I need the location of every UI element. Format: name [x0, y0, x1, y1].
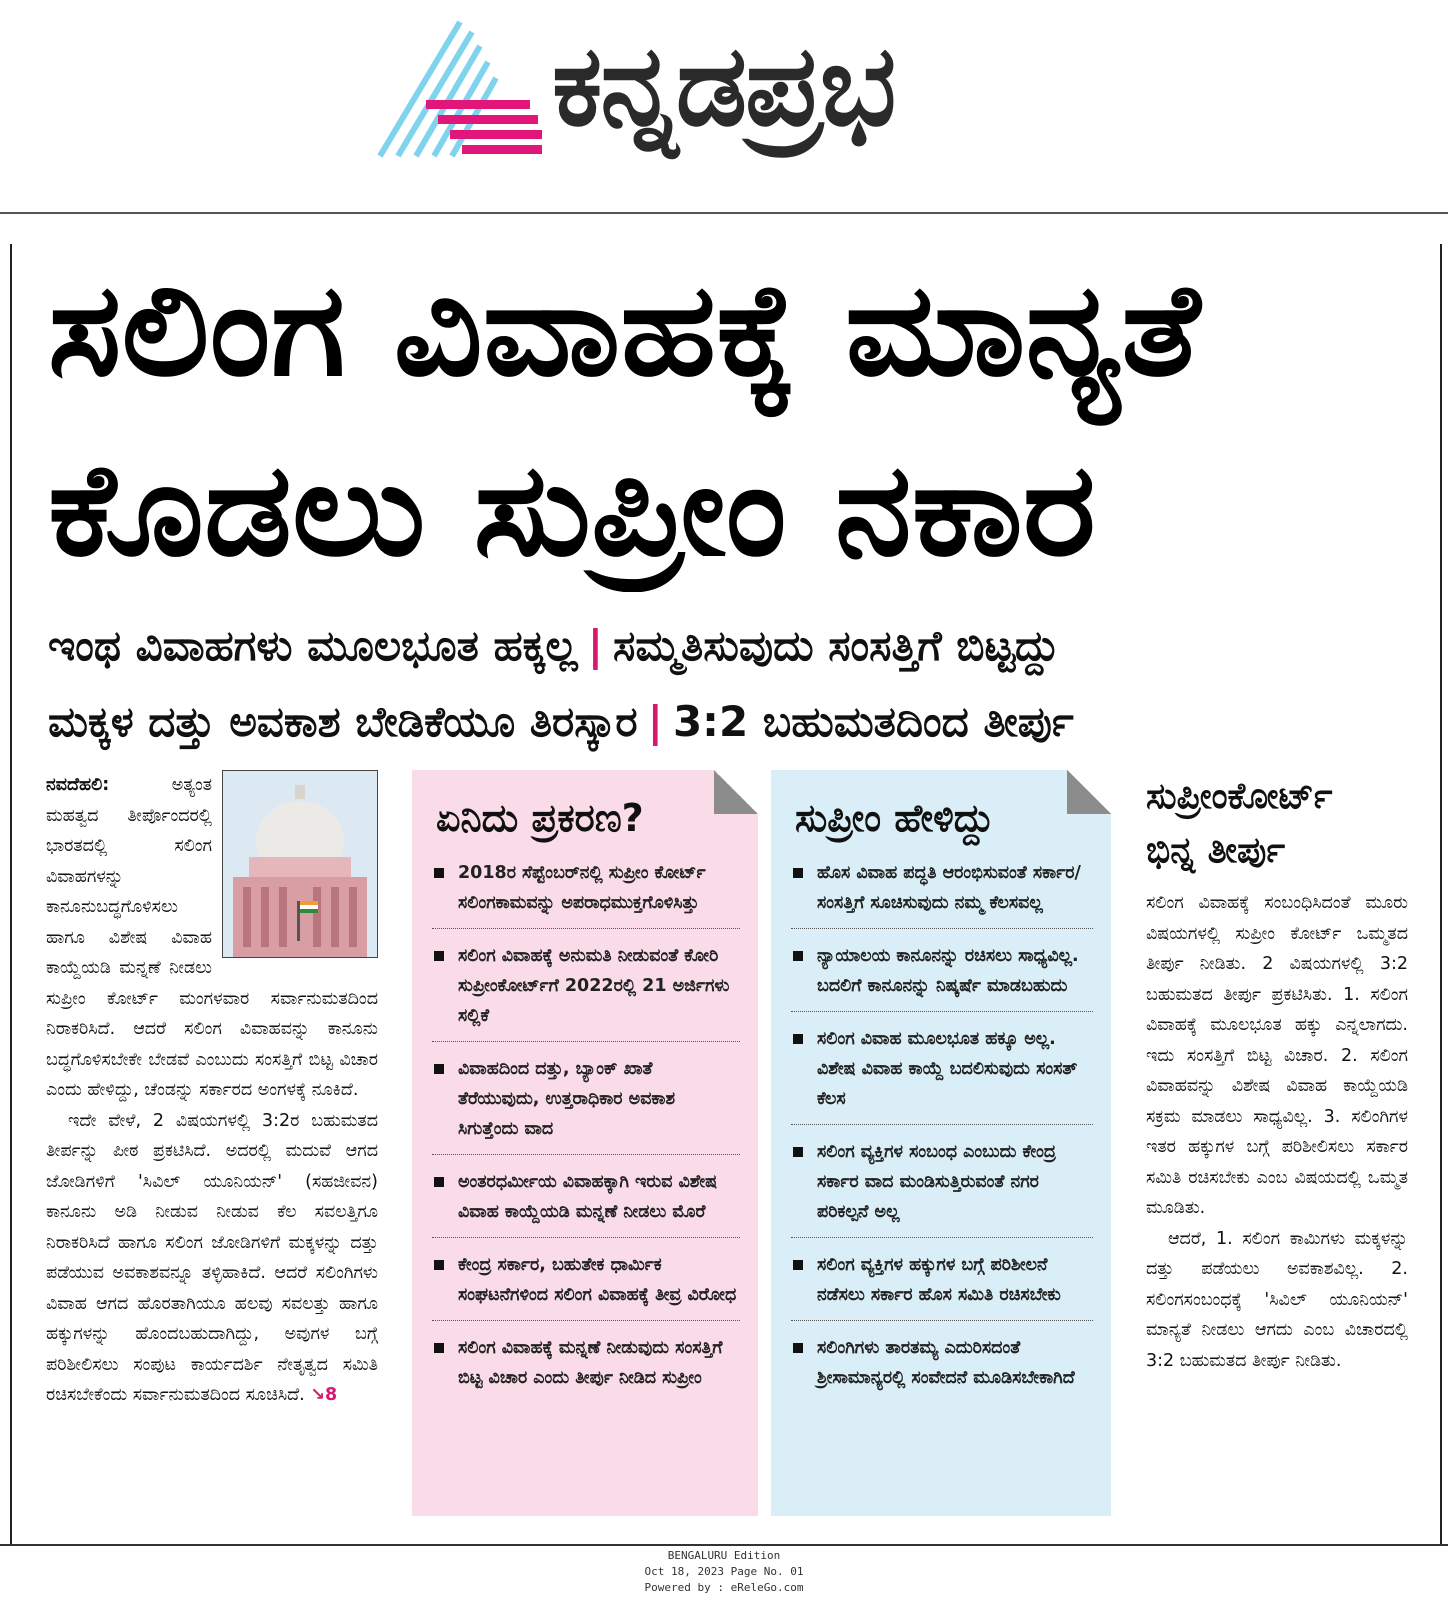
side-story-title	[1146, 770, 1408, 878]
subhead-2-right: 3:2 ಬಹುಮತದಿಂದ ತೀರ್ಪು	[672, 697, 1074, 746]
bullet-icon	[434, 951, 444, 961]
supreme-point-text: ಸಲಿಂಗಿಗಳು ತಾರತಮ್ಯ ಎದುರಿಸದಂತೆ ಶ್ರೀಸಾಮಾನ್ಯರಲ್ಲಿ ಸಂವೇದನೆ ಮೂಡಿಸಬೇಕಾಗಿದೆ	[817, 1338, 1075, 1388]
page-footer	[0, 1548, 1448, 1596]
logo-mark-icon	[376, 18, 546, 160]
list-item	[432, 1167, 740, 1238]
case-point-text: ಕೇಂದ್ರ ಸರ್ಕಾರ, ಬಹುತೇಕ ಧಾರ್ಮಿಕ ಸಂಘಟನೆಗಳಿಂದ ಸಲಿಂಗ ವಿವಾಹಕ್ಕೆ ತೀವ್ರ ವಿರೋಧ	[458, 1255, 737, 1305]
story-paragraph-2-text: ಇದೇ ವೇಳೆ, 2 ವಿಷಯಗಳಲ್ಲಿ 3:2ರ ಬಹುಮತದ ತೀರ್ಪನ್ನು ಪೀಠ ಪ್ರಕಟಿಸಿದೆ. ಅದರಲ್ಲಿ ಮದುವೆ ಆಗದ ಜೋಡಿಗಳಿಗೆ 'ಸಿವಿಲ್ ಯೂನಿಯನ್' (ಸಹಜೀವನ) ಕಾನೂನು ಅಡಿ ನೀಡುವ ನೀಡುವ ಕೆಲ ಸವಲತ್ತಿಗೂ ನಿರಾಕರಿಸಿದೆ ಹಾಗೂ ಸಲಿಂಗ ಜೋಡಿಗಳಿಗೆ ಮಕ್ಕಳನ್ನು ದತ್ತು ಪಡೆಯುವ ಅವಕಾಶವನ್ನೂ ತಳ್ಳಿಹಾಕಿದೆ. ಆದರೆ ಸಲಿಂಗಿಗಳು ವಿವಾಹ ಆಗದ ಹೊರತಾಗಿಯೂ ಹಲವು ಸವಲತ್ತು ಹಾಗೂ ಹಕ್ಕುಗಳನ್ನು ಹೊಂದಬಹುದಾಗಿದ್ದು, ಅವುಗಳ ಬಗ್ಗೆ ಪರಿಶೀಲಿಸಲು ಸಂಪುಟ ಕಾರ್ಯದರ್ಶಿ ನೇತೃತ್ವದ ಸಮಿತಿ ರಚಿಸಬೇಕೆಂದು ಸರ್ವಾನುಮತದಿಂದ ಸೂಚಿಸಿದೆ.	[46, 1110, 378, 1405]
bullet-icon	[434, 1260, 444, 1270]
list-item	[791, 858, 1093, 929]
story-dateline: ನವದೆಹಲಿ:	[46, 775, 110, 795]
bullet-icon	[793, 1343, 803, 1353]
case-background-box	[412, 770, 758, 1516]
supreme-said-box	[771, 770, 1111, 1516]
main-headline	[48, 240, 1428, 600]
masthead	[0, 0, 1448, 212]
supreme-court-photo	[222, 770, 378, 958]
case-point-text: 2018ರ ಸೆಪ್ಟೆಂಬರ್‌ನಲ್ಲಿ ಸುಪ್ರೀಂ ಕೋರ್ಟ್ ಸಲಿಂಗಕಾಮವನ್ನು ಅಪರಾಧಮುಕ್ತಗೊಳಿಸಿತ್ತು	[458, 863, 706, 913]
supreme-court-building-icon	[223, 771, 377, 957]
list-item	[791, 1333, 1093, 1403]
subhead-line-1	[48, 618, 1438, 674]
frame-line-left	[10, 244, 12, 1544]
story-paragraph-1: ಅತ್ಯಂತ ಮಹತ್ವದ ತೀರ್ಪೊಂದರಲ್ಲಿ ಭಾರತದಲ್ಲಿ ಸಲಿಂಗ ವಿವಾಹಗಳನ್ನು ಕಾನೂನುಬದ್ಧಗೊಳಿಸಲು ಹಾಗೂ ವಿಶೇಷ ವಿವಾಹ ಕಾಯ್ದೆಯಡಿ ಮನ್ನಣೆ ನೀಡಲು ಸುಪ್ರೀಂ ಕೋರ್ಟ್ ಮಂಗಳವಾರ ಸರ್ವಾನುಮತದಿಂದ ನಿರಾಕರಿಸಿದೆ. ಆದರೆ ಸಲಿಂಗ ವಿವಾಹವನ್ನು ಕಾನೂನು ಬದ್ಧಗೊಳಿಸಬೇಕೇ ಬೇಡವೆ ಎಂಬುದು ಸಂಸತ್ತಿಗೆ ಬಿಟ್ಟ ವಿಚಾರ ಎಂದು ಹೇಳಿದ್ದು, ಚೆಂಡನ್ನು ಸರ್ಕಾರದ ಅಂಗಳಕ್ಕೆ ನೂಕಿದೆ.	[46, 775, 378, 1100]
case-box-title: ಏನಿದು ಪ್ರಕರಣ?	[436, 796, 644, 840]
bullet-icon	[434, 1343, 444, 1353]
supreme-point-text: ಹೊಸ ವಿವಾಹ ಪದ್ಧತಿ ಆರಂಭಿಸುವಂತೆ ಸರ್ಕಾರ/ಸಂಸತ್ತಿಗೆ ಸೂಚಿಸುವುದು ನಮ್ಮ ಕೆಲಸವಲ್ಲ	[817, 863, 1081, 913]
bullet-icon	[793, 1260, 803, 1270]
case-points-list	[432, 858, 740, 1415]
list-item	[432, 1333, 740, 1403]
bullet-icon	[434, 1064, 444, 1074]
subhead-separator: |	[587, 621, 604, 670]
continued-arrow-icon: ↘	[310, 1385, 325, 1405]
bullet-icon	[434, 1177, 444, 1187]
subhead-separator: |	[647, 697, 663, 746]
supreme-point-text: ಸಲಿಂಗ ವ್ಯಕ್ತಿಗಳ ಸಂಬಂಧ ಎಂಬುದು ಕೇಂದ್ರ ಸರ್ಕಾರ ವಾದ ಮಂಡಿಸುತ್ತಿರುವಂತೆ ನಗರ ಪರಿಕಲ್ಪನೆ ಅಲ್ಲ	[817, 1142, 1056, 1222]
list-item	[432, 1250, 740, 1321]
headline-line-1: ಸಲಿಂಗ ವಿವಾಹಕ್ಕೆ ಮಾನ್ಯತೆ	[48, 255, 1201, 405]
footer-powered-by: Powered by : eReleGo.com	[644, 1581, 804, 1594]
page-curl-icon	[1067, 770, 1111, 814]
case-point-text: ವಿವಾಹದಿಂದ ದತ್ತು, ಬ್ಯಾಂಕ್ ಖಾತೆ ತೆರೆಯುವುದು, ಉತ್ತರಾಧಿಕಾರ ಅವಕಾಶ ಸಿಗುತ್ತೆಂದು ವಾದ	[458, 1059, 676, 1139]
supreme-box-title: ಸುಪ್ರೀಂ ಹೇಳಿದ್ದು	[795, 796, 994, 840]
side-title-line-2: ಭಿನ್ನ ತೀರ್ಪು	[1146, 830, 1286, 871]
bullet-icon	[793, 951, 803, 961]
masthead-divider	[0, 212, 1448, 214]
subhead-1-right: ಸಮ್ಮತಿಸುವುದು ಸಂಸತ್ತಿಗೆ ಬಿಟ್ಟದ್ದು	[613, 621, 1060, 670]
page-curl-icon	[714, 770, 758, 814]
headline-line-2: ಕೊಡಲು ಸುಪ್ರೀಂ ನಕಾರ	[48, 435, 1096, 585]
side-paragraph-2: ಆದರೆ, 1. ಸಲಿಂಗ ಕಾಮಿಗಳು ಮಕ್ಕಳನ್ನು ದತ್ತು ಪಡೆಯಲು ಅವಕಾಶವಿಲ್ಲ. 2. ಸಲಿಂಗಸಂಬಂಧಕ್ಕೆ 'ಸಿವಿಲ್ ಯೂನಿಯನ್' ಮಾನ್ಯತೆ ನೀಡಲು ಆಗದು ಎಂಬ ವಿಚಾರದಲ್ಲಿ 3:2 ಬಹುಮತದ ತೀರ್ಪು ನೀಡಿತು.	[1146, 1228, 1408, 1371]
case-point-text: ಸಲಿಂಗ ವಿವಾಹಕ್ಕೆ ಮನ್ನಣೆ ನೀಡುವುದು ಸಂಸತ್ತಿಗೆ ಬಿಟ್ಟ ವಿಚಾರ ಎಂದು ತೀರ್ಪು ನೀಡಿದ ಸುಪ್ರೀಂ	[458, 1338, 723, 1388]
list-item	[432, 858, 740, 929]
main-story	[46, 770, 378, 1411]
continued-page: 8	[325, 1385, 338, 1405]
footer-edition: BENGALURU Edition	[667, 1549, 781, 1562]
list-item	[791, 1137, 1093, 1238]
case-point-text: ಅಂತರಧರ್ಮೀಯ ವಿವಾಹಕ್ಕಾಗಿ ಇರುವ ವಿಶೇಷ ವಿವಾಹ ಕಾಯ್ದೆಯಡಿ ಮನ್ನಣೆ ನೀಡಲು ಮೊರೆ	[458, 1172, 718, 1222]
masthead-title: ಕನ್ನಡಪ್ರಭ	[552, 21, 895, 151]
subhead-line-2	[48, 694, 1438, 750]
bullet-icon	[793, 868, 803, 878]
story-paragraph-2	[46, 1106, 378, 1411]
bullet-icon	[793, 1034, 803, 1044]
list-item	[791, 941, 1093, 1012]
case-point-text: ಸಲಿಂಗ ವಿವಾಹಕ್ಕೆ ಅನುಮತಿ ನೀಡುವಂತೆ ಕೋರಿ ಸುಪ್ರೀಂಕೋರ್ಟ್‌ಗೆ 2022ರಲ್ಲಿ 21 ಅರ್ಜಿಗಳು ಸಲ್ಲಿಕೆ	[458, 946, 730, 1026]
list-item	[432, 941, 740, 1042]
supreme-points-list	[791, 858, 1093, 1415]
footer-divider	[0, 1544, 1448, 1546]
list-item	[432, 1054, 740, 1155]
bullet-icon	[793, 1147, 803, 1157]
subhead-1-left: ಇಂಥ ವಿವಾಹಗಳು ಮೂಲಭೂತ ಹಕ್ಕಲ್ಲ	[48, 621, 578, 670]
side-story-body	[1146, 888, 1408, 1376]
supreme-point-text: ಸಲಿಂಗ ವ್ಯಕ್ತಿಗಳ ಹಕ್ಕುಗಳ ಬಗ್ಗೆ ಪರಿಶೀಲನೆ ನಡೆಸಲು ಸರ್ಕಾರ ಹೊಸ ಸಮಿತಿ ರಚಿಸಬೇಕು	[817, 1255, 1061, 1305]
subhead-2-left: ಮಕ್ಕಳ ದತ್ತು ಅವಕಾಶ ಬೇಡಿಕೆಯೂ ತಿರಸ್ಕಾರ	[48, 697, 638, 746]
side-title-line-1: ಸುಪ್ರೀಂಕೋರ್ಟ್	[1146, 776, 1333, 817]
side-story	[1146, 770, 1408, 1376]
footer-date-page: Oct 18, 2023 Page No. 01	[644, 1565, 804, 1578]
side-paragraph-1: ಸಲಿಂಗ ವಿವಾಹಕ್ಕೆ ಸಂಬಂಧಿಸಿದಂತೆ ಮೂರು ವಿಷಯಗಳಲ್ಲಿ ಸುಪ್ರೀಂ ಕೋರ್ಟ್ ಒಮ್ಮತದ ತೀರ್ಪು ನೀಡಿತು. 2 ವಿಷಯಗಳಲ್ಲಿ 3:2 ಬಹುಮತದ ತೀರ್ಪು ಪ್ರಕಟಿಸಿತು. 1. ಸಲಿಂಗ ವಿವಾಹಕ್ಕೆ ಮೂಲಭೂತ ಹಕ್ಕು ಎನ್ನಲಾಗದು. ಇದು ಸಂಸತ್ತಿಗೆ ಬಿಟ್ಟ ವಿಚಾರ. 2. ಸಲಿಂಗ ವಿವಾಹವನ್ನು ವಿಶೇಷ ವಿವಾಹ ಕಾಯ್ದೆಯಡಿ ಸಕ್ರಮ ಮಾಡಲು ಸಾಧ್ಯವಿಲ್ಲ. 3. ಸಲಿಂಗಿಗಳ ಇತರ ಹಕ್ಕುಗಳ ಬಗ್ಗೆ ಪರಿಶೀಲಿಸಲು ಸರ್ಕಾರ ಸಮಿತಿ ರಚಿಸಬೇಕು ಎಂಬ ವಿಷಯದಲ್ಲಿ ಒಮ್ಮತ ಮೂಡಿತು.	[1146, 893, 1408, 1218]
bullet-icon	[434, 868, 444, 878]
supreme-point-text: ಸಲಿಂಗ ವಿವಾಹ ಮೂಲಭೂತ ಹಕ್ಕೂ ಅಲ್ಲ. ವಿಶೇಷ ವಿವಾಹ ಕಾಯ್ದೆ ಬದಲಿಸುವುದು ಸಂಸತ್ ಕೆಲಸ	[817, 1029, 1078, 1109]
supreme-point-text: ನ್ಯಾಯಾಲಯ ಕಾನೂನನ್ನು ರಚಿಸಲು ಸಾಧ್ಯವಿಲ್ಲ. ಬದಲಿಗೆ ಕಾನೂನನ್ನು ನಿಷ್ಕರ್ಷೆ ಮಾಡಬಹುದು	[817, 946, 1079, 996]
list-item	[791, 1024, 1093, 1125]
list-item	[791, 1250, 1093, 1321]
